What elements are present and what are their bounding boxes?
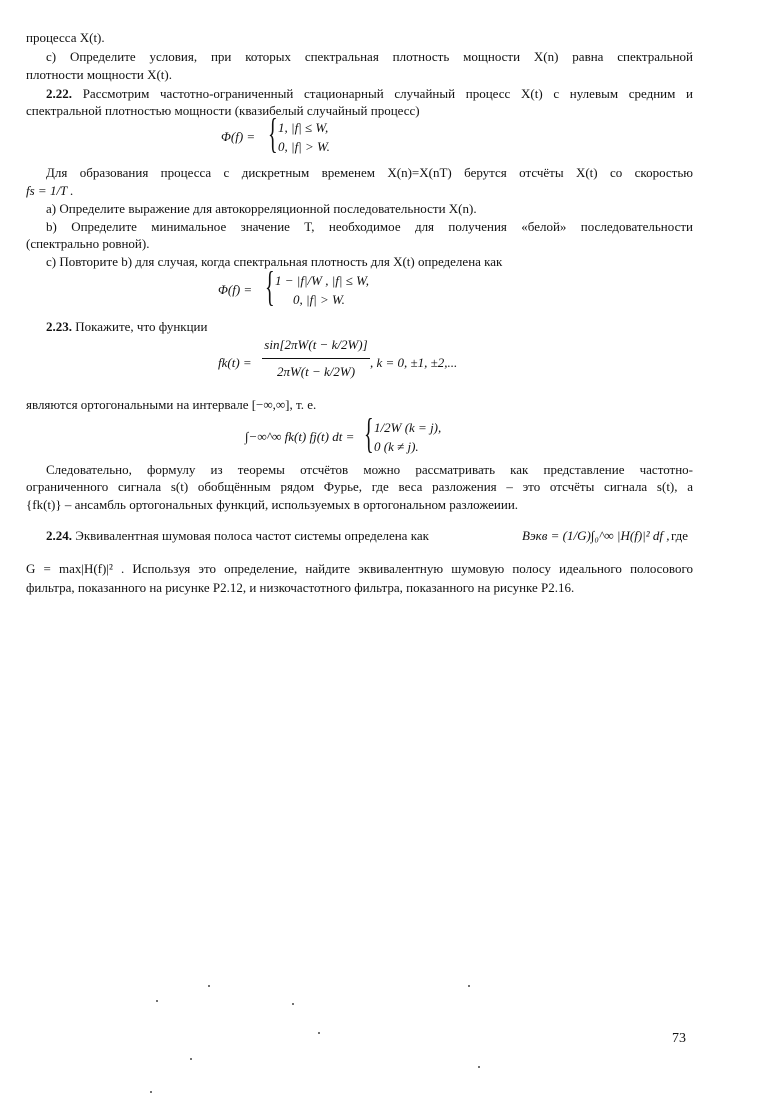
text-line: ограниченного сигнала s(t) обобщённым рядом Фурье, где веса разложения – это отсчёты сигнала s(t), а — [26, 479, 693, 494]
equation-1-case-2: 0, |f| > W. — [278, 139, 330, 154]
text-line: спектральной плотностью мощности (квазибелый случайный процесс) — [26, 103, 420, 118]
problem-2-23-line — [46, 318, 207, 335]
problem-number: 2.22. — [46, 86, 72, 101]
text-span: где — [671, 528, 689, 543]
scan-speck — [478, 1066, 480, 1068]
text-line: Следовательно, формулу из теоремы отсчётов можно рассматривать как представление частотно- — [46, 462, 693, 477]
text-line: фильтра, показанного на рисунке P2.12, и низкочастотного фильтра, показанного на рисунке P2.16. — [26, 580, 575, 595]
left-brace-icon: { — [268, 111, 278, 158]
text-line: являются ортогональными на интервале [−∞,∞], т. е. — [26, 397, 317, 412]
scan-speck — [190, 1058, 192, 1060]
text-line: c) Определите условия, при которых спектральная плотность мощности X(n) равна спектральной — [46, 49, 693, 64]
equation-4-case-2: 0 (k ≠ j). — [374, 439, 419, 454]
text-line: a) Определите выражение для автокорреляционной последовательности X(n). — [46, 201, 477, 216]
scan-speck — [156, 1000, 158, 1002]
text-line: {fk(t)} – ансамбль ортогональных функций, используемых в ортогональном разложеиии. — [26, 497, 519, 512]
text-line: плотности мощности X(t). — [26, 67, 172, 82]
text-span: Рассмотрим частотно-ограниченный стационарный случайный процесс X(t) с нулевым средним и — [82, 86, 694, 101]
equation-4-lhs: ∫−∞^∞ fk(t) fj(t) dt = — [245, 429, 355, 444]
text-line: Для образования процесса с дискретным временем X(n)=X(nT) берутся отсчёты X(t) со скоростью — [46, 165, 693, 180]
equation-3-lhs: fk(t) = — [218, 355, 252, 370]
text-line: b) Определите минимальное значение T, необходимое для получения «белой» последовательности — [46, 219, 693, 234]
fraction-bar — [262, 358, 370, 359]
left-brace-icon: { — [364, 411, 374, 458]
equation-3-tail: , k = 0, ±1, ±2,... — [370, 355, 458, 370]
left-brace-icon: { — [265, 264, 275, 311]
scan-speck — [318, 1032, 320, 1034]
noise-bandwidth-formula: Bэкв = (1/G)∫₀^∞ |H(f)|² df , — [522, 528, 670, 543]
equation-3-denominator: 2πW(t − k/2W) — [276, 364, 356, 379]
text-line: G = max|H(f)|² . Используя это определение, найдите эквивалентную шумовую полосу идеального полосового — [26, 561, 693, 576]
scan-speck — [468, 985, 470, 987]
problem-number: 2.24. — [46, 528, 72, 543]
page-number: 73 — [672, 1031, 686, 1046]
scan-speck — [150, 1091, 152, 1093]
problem-2-22-line — [46, 85, 693, 102]
scan-speck — [292, 1003, 294, 1005]
problem-number: 2.23. — [46, 319, 72, 334]
equation-4-case-1: 1/2W (k = j), — [374, 420, 442, 435]
equation-2-case-2: 0, |f| > W. — [293, 292, 345, 307]
text-line: fs = 1/T . — [26, 183, 74, 198]
equation-3-numerator: sin[2πW(t − k/2W)] — [264, 337, 368, 352]
equation-2-lhs: Φ(f) = — [218, 282, 253, 297]
text-span: Эквивалентная шумовая полоса частот системы определена как — [75, 528, 429, 543]
equation-2-case-1: 1 − |f|/W , |f| ≤ W, — [275, 273, 370, 288]
scan-speck — [208, 985, 210, 987]
equation-1-case-1: 1, |f| ≤ W, — [278, 120, 329, 135]
equation-1-lhs: Φ(f) = — [221, 129, 256, 144]
text-span: Покажите, что функции — [75, 319, 208, 334]
text-line: c) Повторите b) для случая, когда спектральная плотность для X(t) определена как — [46, 254, 503, 269]
text-line: (спектрально ровной). — [26, 236, 150, 251]
text-line: процесса X(t). — [26, 30, 105, 45]
